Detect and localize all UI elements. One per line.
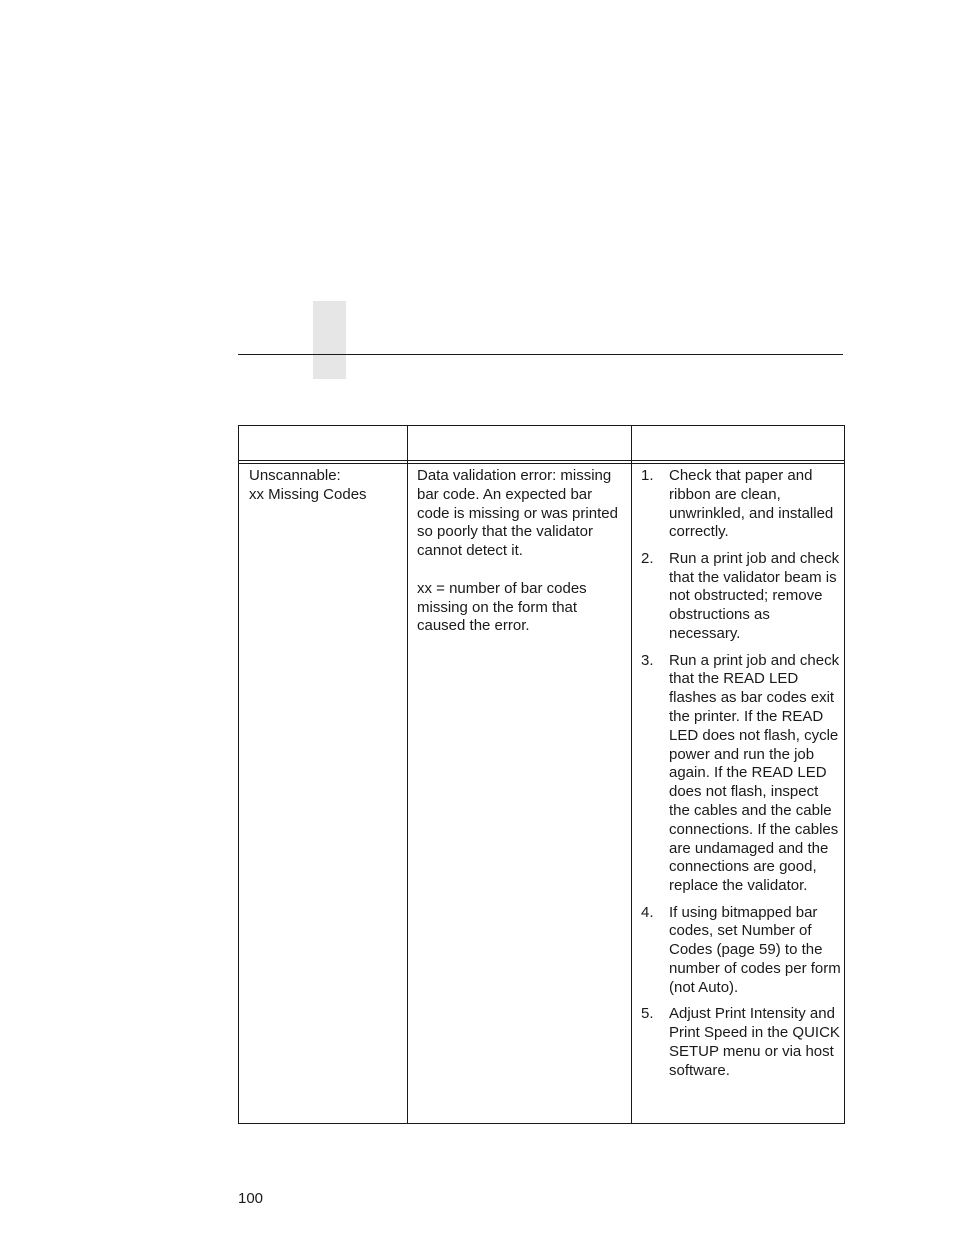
- explanation-paragraph: Data validation error: missing bar code. An expected bar code is missing or was printed so poorly that the validator cannot detect it.: [417, 467, 618, 560]
- troubleshooting-table: [238, 425, 845, 1124]
- solution-step: [641, 550, 841, 644]
- step-number: 5.: [641, 1005, 654, 1023]
- message-line: Unscannable:: [249, 467, 341, 484]
- step-text: Check that paper and ribbon are clean, unwrinkled, and installed correctly.: [669, 467, 834, 541]
- header-row-divider: [239, 460, 844, 461]
- step-number: 1.: [641, 467, 654, 484]
- solution-step: [641, 467, 841, 542]
- chapter-tab: [313, 301, 346, 379]
- step-number: 3.: [641, 651, 654, 669]
- step-text: Adjust Print Intensity and Print Speed in the QUICK SETUP menu or via host software.: [669, 1005, 840, 1079]
- table-row-explanation-cell: [417, 467, 627, 655]
- step-number: 4.: [641, 903, 654, 921]
- message-line: xx Missing Codes: [249, 485, 367, 503]
- header-rule: [238, 354, 843, 355]
- explanation-paragraph: xx = number of bar codes missing on the form that caused the error.: [417, 579, 587, 635]
- step-text: Run a print job and check that the validator beam is not obstructed; remove obstructions as necessary.: [669, 549, 840, 643]
- table-row-message-cell: [249, 467, 399, 505]
- step-text: Run a print job and check that the READ LED flashes as bar codes exit the printer. If the READ LED does not flash, cycle power and run the job again. If the READ LED does not flash, inspect the cables and the cable connections. If the cables are undamaged and the connections are good, replace the validator.: [669, 651, 840, 895]
- column-divider: [407, 426, 408, 1123]
- step-text: If using bitmapped bar codes, set Number of Codes (page 59) to the number of codes per form (not Auto).: [669, 903, 841, 996]
- solution-step: [641, 904, 841, 998]
- column-divider: [631, 426, 632, 1123]
- table-row-solution-cell: [641, 467, 841, 1088]
- header-row-divider: [239, 463, 844, 464]
- solution-step: [641, 652, 841, 896]
- step-number: 2.: [641, 549, 654, 567]
- page-number: 100: [238, 1190, 264, 1207]
- solution-step: [641, 1005, 841, 1080]
